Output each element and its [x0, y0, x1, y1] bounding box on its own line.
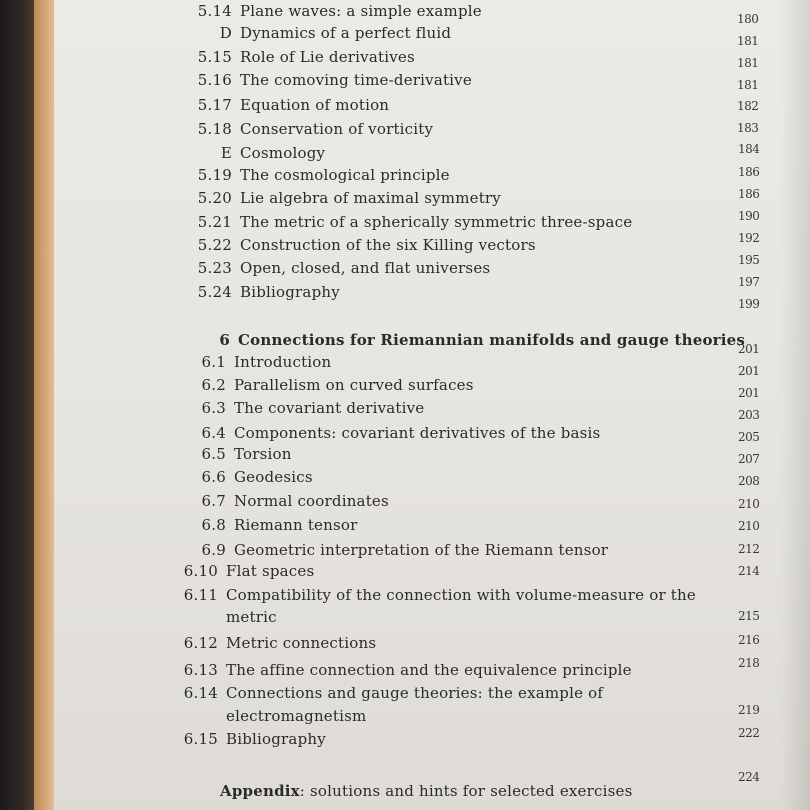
page-number: 215 [738, 609, 760, 623]
section-title-continued: metric [226, 608, 277, 626]
section-number: 6.6 [201, 468, 226, 486]
page-number: 218 [738, 656, 760, 670]
toc-entry [196, 96, 389, 114]
toc-entry [178, 730, 326, 748]
section-number: 6.5 [201, 445, 226, 463]
page-number: 210 [738, 497, 760, 511]
section-title: Parallelism on curved surfaces [234, 376, 474, 394]
appendix-title: : solutions and hints for selected exercises [299, 782, 633, 800]
page-shadow [780, 0, 810, 810]
page-number: 181 [737, 56, 759, 70]
section-title: Torsion [234, 445, 292, 463]
toc-entry [178, 684, 603, 702]
toc-entry [196, 283, 340, 301]
part-letter: E [220, 144, 232, 162]
section-number: 5.21 [197, 213, 232, 231]
section-title: Open, closed, and flat universes [240, 259, 491, 277]
toc-entry [178, 562, 314, 580]
page-number: 199 [738, 297, 760, 311]
page-number: 224 [738, 770, 760, 784]
section-title: Conservation of vorticity [240, 120, 434, 138]
toc-entry [194, 445, 292, 463]
section-title: Flat spaces [226, 562, 315, 580]
section-title: Riemann tensor [234, 516, 358, 534]
section-title: The comoving time-derivative [240, 71, 472, 89]
part-letter: D [219, 24, 232, 42]
toc-entry [178, 661, 632, 679]
page-number: 208 [738, 474, 760, 488]
page-number: 222 [738, 726, 760, 740]
page-number: 192 [738, 231, 760, 245]
toc-entry [194, 541, 608, 559]
toc-entry [196, 189, 501, 207]
section-title: Bibliography [226, 730, 326, 748]
chapter-title: Connections for Riemannian manifolds and gauge theories [238, 331, 746, 349]
section-number: 6.13 [183, 661, 218, 679]
section-title: The metric of a spherically symmetric three-space [240, 213, 633, 231]
toc-entry [196, 71, 472, 89]
toc-entry [194, 492, 389, 510]
toc-entry [178, 586, 696, 604]
section-title: The affine connection and the equivalence principle [226, 661, 632, 679]
toc-entry [196, 144, 325, 162]
page-number: 201 [738, 364, 760, 378]
toc-entry [196, 2, 482, 20]
section-number: 6.15 [183, 730, 218, 748]
section-title: The cosmological principle [240, 166, 450, 184]
section-number: 6.8 [201, 516, 226, 534]
section-number: 6.9 [201, 541, 226, 559]
page-number: 201 [738, 342, 760, 356]
toc-entry [196, 213, 632, 231]
section-number: 6.12 [183, 634, 218, 652]
page-number: 210 [738, 519, 760, 533]
section-title: Introduction [234, 353, 332, 371]
toc-entry [194, 516, 358, 534]
section-title: Plane waves: a simple example [240, 2, 482, 20]
section-number: 5.19 [197, 166, 232, 184]
section-number: 5.23 [197, 259, 232, 277]
section-title: Dynamics of a perfect fluid [240, 24, 452, 42]
page-number: 219 [738, 703, 760, 717]
section-title: Bibliography [240, 283, 340, 301]
section-title: Cosmology [240, 144, 326, 162]
page-number: 186 [738, 165, 760, 179]
page-number: 186 [738, 187, 760, 201]
page-number: 214 [738, 564, 760, 578]
page-number: 190 [738, 209, 760, 223]
page-edge [34, 0, 56, 810]
book-page [54, 0, 810, 810]
section-title: Role of Lie derivatives [240, 48, 415, 66]
page-number: 207 [738, 452, 760, 466]
page-number: 201 [738, 386, 760, 400]
dark-background [0, 0, 34, 810]
page-number: 205 [738, 430, 760, 444]
toc-entry [194, 468, 313, 486]
section-number: 5.20 [197, 189, 232, 207]
toc-entry-continuation [226, 608, 277, 626]
section-number: 5.15 [197, 48, 232, 66]
page-number: 183 [737, 121, 759, 135]
section-title: Construction of the six Killing vectors [240, 236, 536, 254]
toc-entry [194, 376, 474, 394]
section-title: Metric connections [226, 634, 377, 652]
section-number: 5.24 [197, 283, 232, 301]
page-number: 216 [738, 633, 760, 647]
page-number: 181 [737, 78, 759, 92]
page-number: 203 [738, 408, 760, 422]
section-title: Connections and gauge theories: the example of [226, 684, 604, 702]
page-number: 212 [738, 542, 760, 556]
section-number: 6.10 [183, 562, 218, 580]
page-number: 195 [738, 253, 760, 267]
toc-entry [196, 166, 450, 184]
section-number: 6.2 [201, 376, 226, 394]
toc-entry [196, 236, 536, 254]
toc-entry [196, 120, 433, 138]
section-title: Components: covariant derivatives of the basis [234, 424, 601, 442]
section-title: Normal coordinates [234, 492, 389, 510]
appendix-entry [220, 782, 632, 800]
page-number: 182 [737, 99, 759, 113]
section-number: 5.16 [197, 71, 232, 89]
section-title: Geometric interpretation of the Riemann tensor [234, 541, 609, 559]
section-title: The covariant derivative [234, 399, 425, 417]
toc-entry [194, 353, 331, 371]
toc-entry [196, 24, 451, 42]
section-number: 6.14 [183, 684, 218, 702]
page-number: 184 [738, 142, 760, 156]
section-title: Lie algebra of maximal symmetry [240, 189, 501, 207]
toc-entry [196, 259, 490, 277]
section-number: 6.7 [201, 492, 226, 510]
section-title-continued: electromagnetism [226, 707, 367, 725]
section-title: Compatibility of the connection with volume-measure or the [226, 586, 696, 604]
page-number: 181 [737, 34, 759, 48]
section-number: 5.22 [197, 236, 232, 254]
section-number: 6.11 [183, 586, 218, 604]
toc-entry [194, 399, 424, 417]
section-number: 6.1 [201, 353, 226, 371]
section-number: 6.4 [201, 424, 226, 442]
section-number: 5.17 [197, 96, 232, 114]
section-number: 5.14 [197, 2, 232, 20]
toc-entry [194, 424, 600, 442]
chapter-heading [214, 331, 745, 349]
page-number: 180 [737, 12, 759, 26]
toc-entry [196, 48, 415, 66]
section-title: Equation of motion [240, 96, 390, 114]
chapter-number: 6 [219, 331, 230, 349]
toc-entry [178, 634, 376, 652]
toc-entry-continuation [226, 707, 366, 725]
section-title: Geodesics [234, 468, 313, 486]
section-number: 6.3 [201, 399, 226, 417]
section-number: 5.18 [197, 120, 232, 138]
appendix-label: Appendix [220, 782, 300, 800]
page-number: 197 [738, 275, 760, 289]
